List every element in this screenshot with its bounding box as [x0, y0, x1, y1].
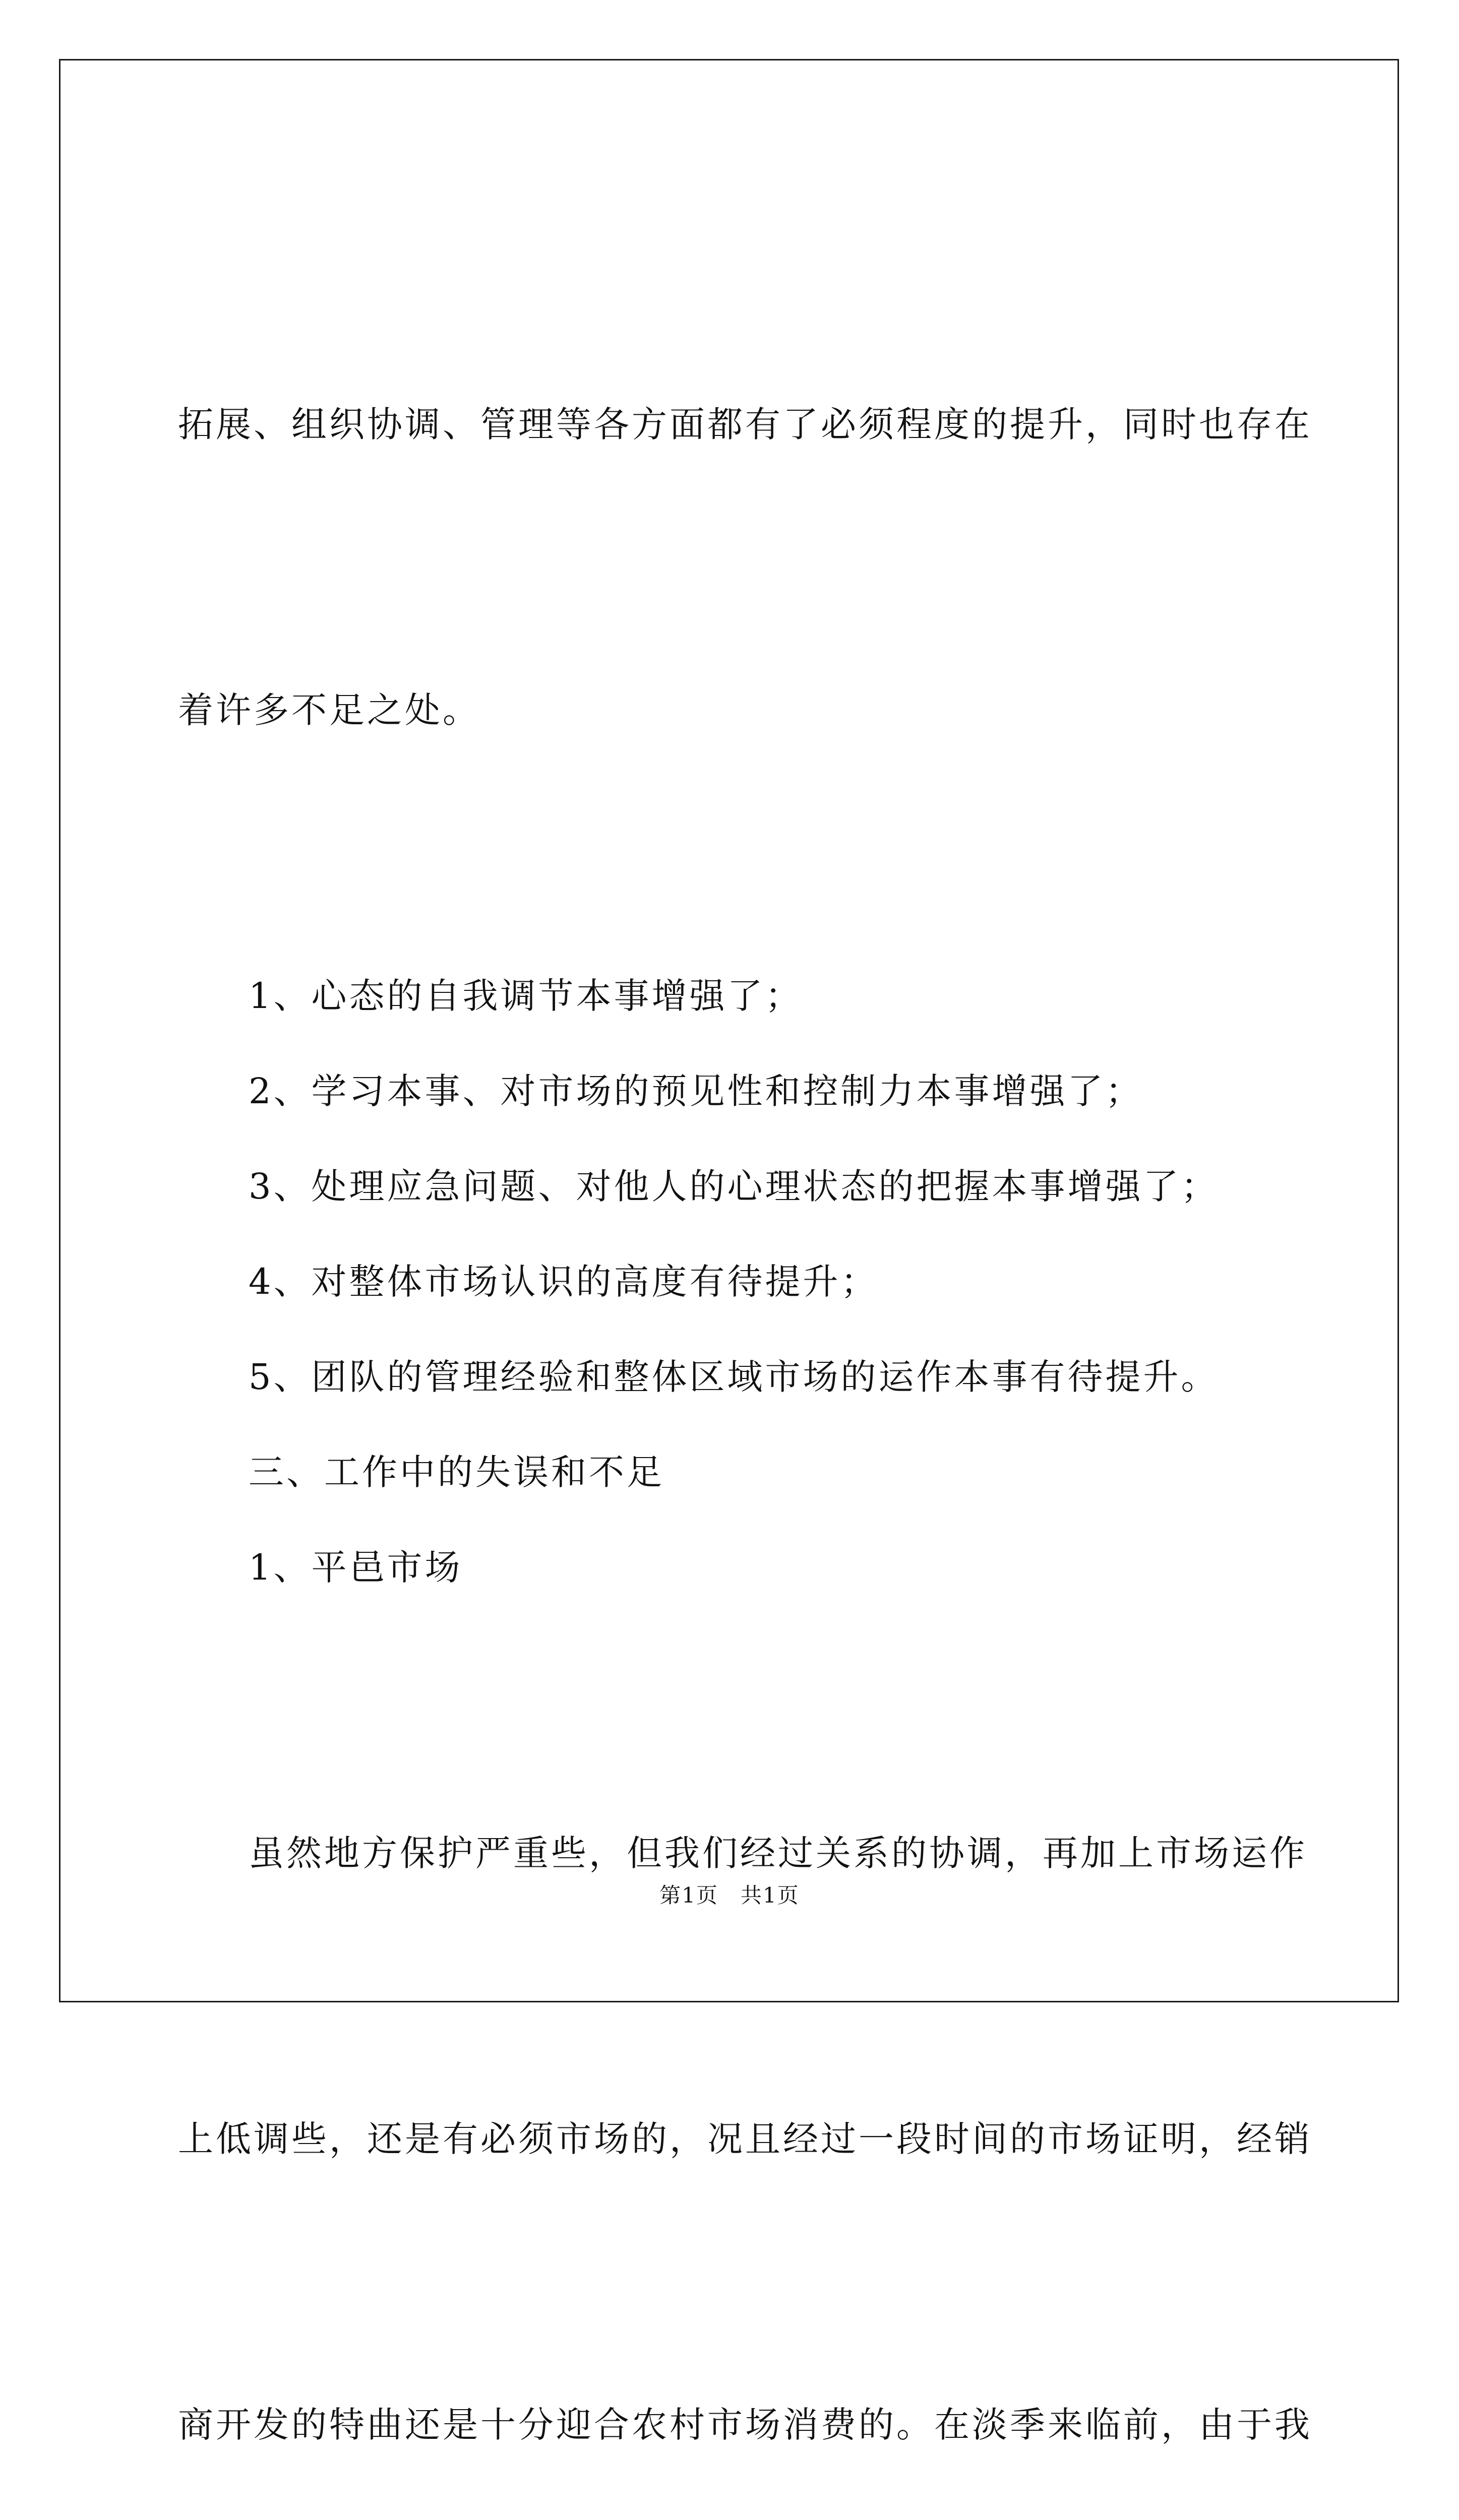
text-line: 上低调些，还是有必须市场的，况且经过一段时间的市场证明，经销 — [178, 2118, 1312, 2160]
subheading-pingyi: 1、平邑市场 — [249, 1547, 463, 1588]
paragraph — [178, 186, 1312, 949]
section-heading: 三、工作中的失误和不足 — [249, 1452, 664, 1493]
paragraph — [178, 1615, 1312, 2520]
list-item-1: 1、心态的自我调节本事增强了； — [249, 975, 803, 1017]
text-line: 着许多不足之处。 — [178, 689, 480, 731]
text-line: 拓展、组织协调、管理等各方面都有了必须程度的提升，同时也存在 — [178, 404, 1312, 445]
document-body — [178, 186, 1312, 2520]
list-item-2: 2、学习本事、对市场的预见性和控制力本事增强了； — [249, 1070, 1143, 1112]
text-line: 商开发的特曲还是十分迎合农村市场消费的。在淡季来临前，由于我 — [178, 2404, 1312, 2445]
list-item-4: 4、对整体市场认识的高度有待提升； — [249, 1261, 879, 1302]
list-item-5: 5、团队的管理经验和整体区域市场的运作本事有待提升。 — [249, 1356, 1219, 1398]
list-item-3: 3、处理应急问题、对他人的心理状态的把握本事增强了； — [249, 1166, 1219, 1207]
text-line: 虽然地方保护严重些，但我们经过关系的协调，再加上市场运作 — [249, 1833, 1307, 1874]
page-footer: 第1页 共1页 — [659, 1883, 800, 1908]
